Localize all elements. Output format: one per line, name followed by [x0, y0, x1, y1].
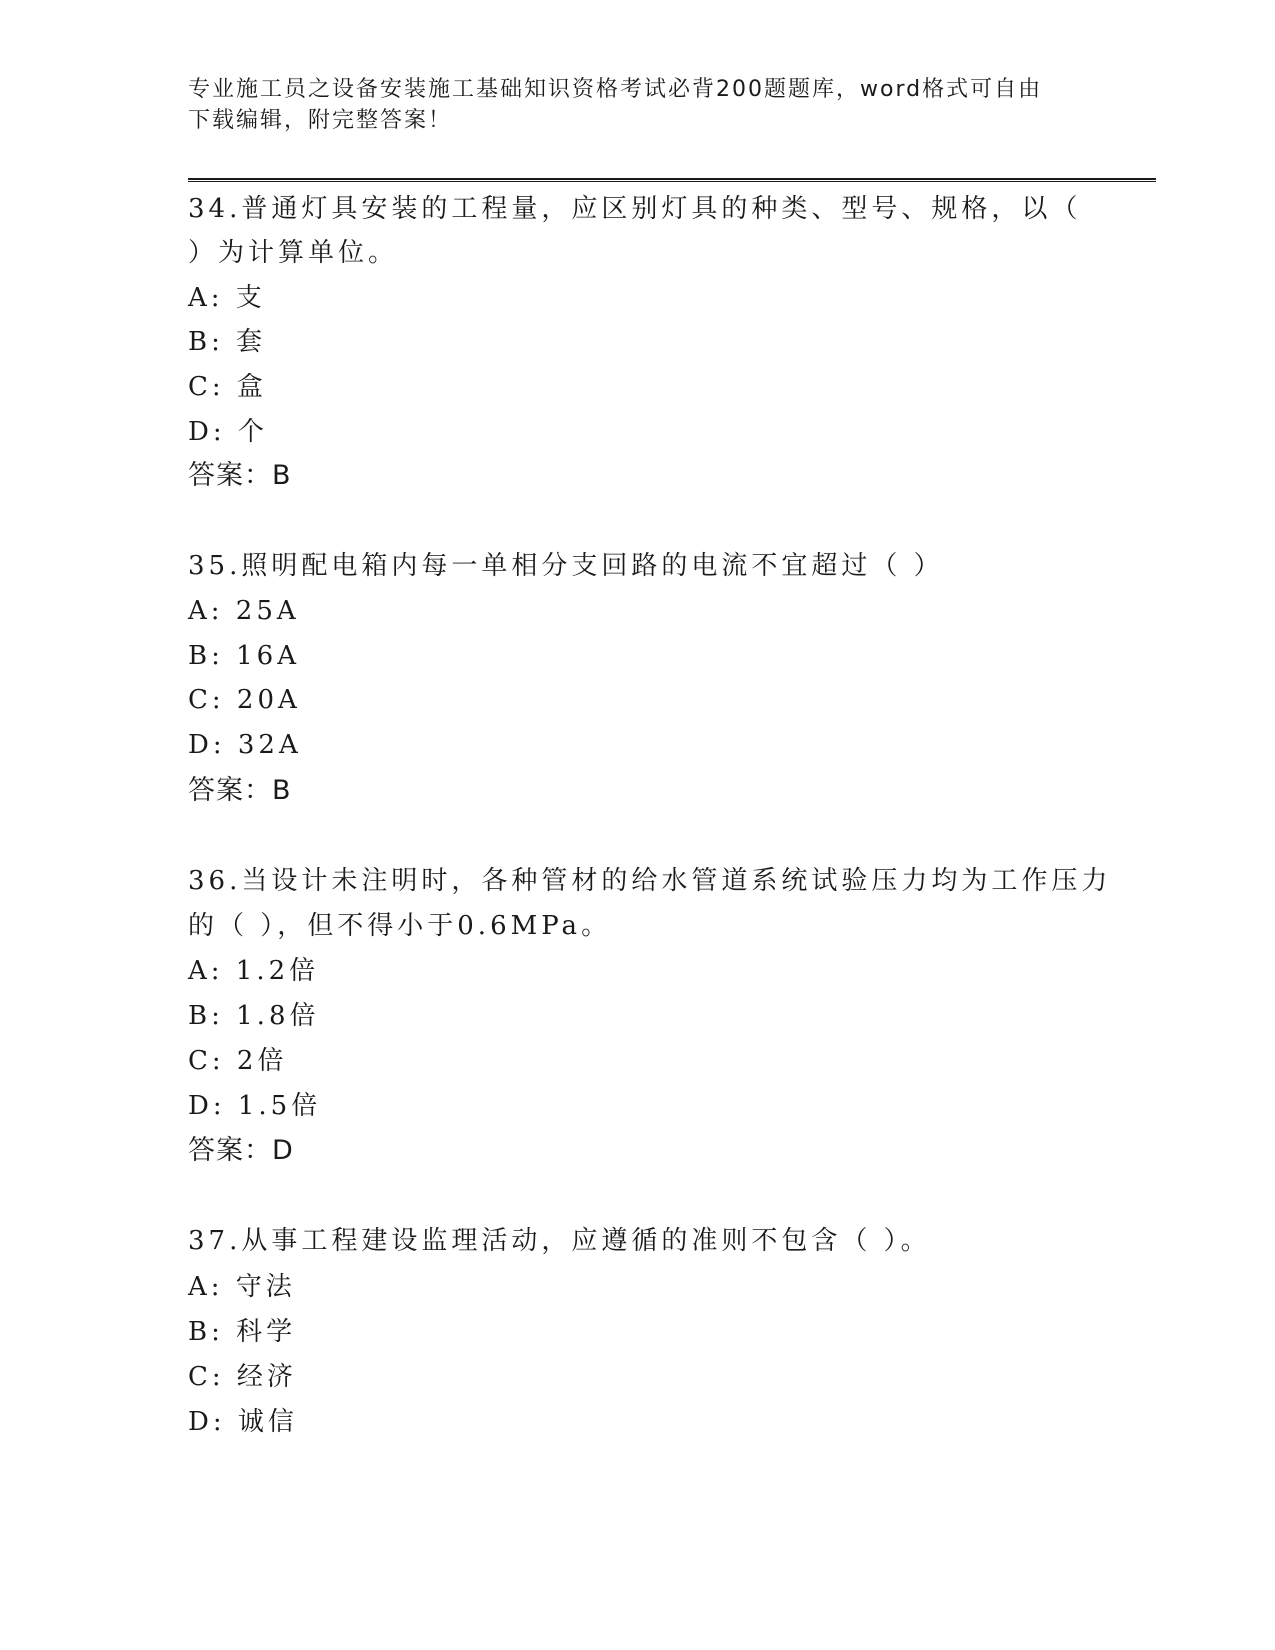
question-37-stem-line-1: 37.从事工程建设监理活动，应遵循的准则不包含（ ）。: [188, 1226, 931, 1256]
question-37-option-b: B: 科学: [188, 1317, 297, 1347]
question-34-option-a: A: 支: [188, 283, 266, 313]
question-36-option-c: C: 2倍: [188, 1046, 288, 1076]
header-divider: [188, 178, 1156, 182]
question-37-option-c: C: 经济: [188, 1362, 297, 1392]
question-36-option-d: D: 1.5倍: [188, 1091, 322, 1121]
header-line-1: 专业施工员之设备安装施工基础知识资格考试必背200题题库，word格式可自由: [188, 77, 1043, 102]
question-35-stem-line-1: 35.照明配电箱内每一单相分支回路的电流不宜超过（ ）: [188, 551, 944, 581]
question-35-option-b: B: 16A: [188, 641, 300, 671]
question-35-option-a: A: 25A: [188, 596, 300, 626]
question-34-option-d: D: 个: [188, 417, 268, 447]
question-35-option-d: D: 32A: [188, 730, 302, 760]
header-line-2: 下载编辑，附完整答案！: [188, 108, 453, 133]
question-36-stem-line-2: 的（ ），但不得小于0.6MPa。: [188, 911, 612, 941]
question-34-stem-line-1: 34.普通灯具安装的工程量，应区别灯具的种类、型号、规格，以（: [188, 194, 1082, 224]
question-36-answer: 答案：D: [188, 1135, 294, 1166]
question-37-option-d: D: 诚信: [188, 1407, 298, 1437]
question-36-option-b: B: 1.8倍: [188, 1001, 320, 1031]
question-36-stem-line-1: 36.当设计未注明时，各种管材的给水管道系统试验压力均为工作压力: [188, 866, 1112, 896]
question-37-option-a: A: 守法: [188, 1272, 296, 1302]
question-35-option-c: C: 20A: [188, 685, 301, 715]
question-34-option-c: C: 盒: [188, 372, 267, 402]
question-34-stem-line-2: ）为计算单位。: [188, 238, 399, 268]
question-35-answer: 答案：B: [188, 775, 292, 806]
document-header: [188, 74, 1088, 136]
question-34-option-b: B: 套: [188, 327, 267, 357]
question-34-answer: 答案：B: [188, 460, 292, 491]
question-36-option-a: A: 1.2倍: [188, 956, 320, 986]
